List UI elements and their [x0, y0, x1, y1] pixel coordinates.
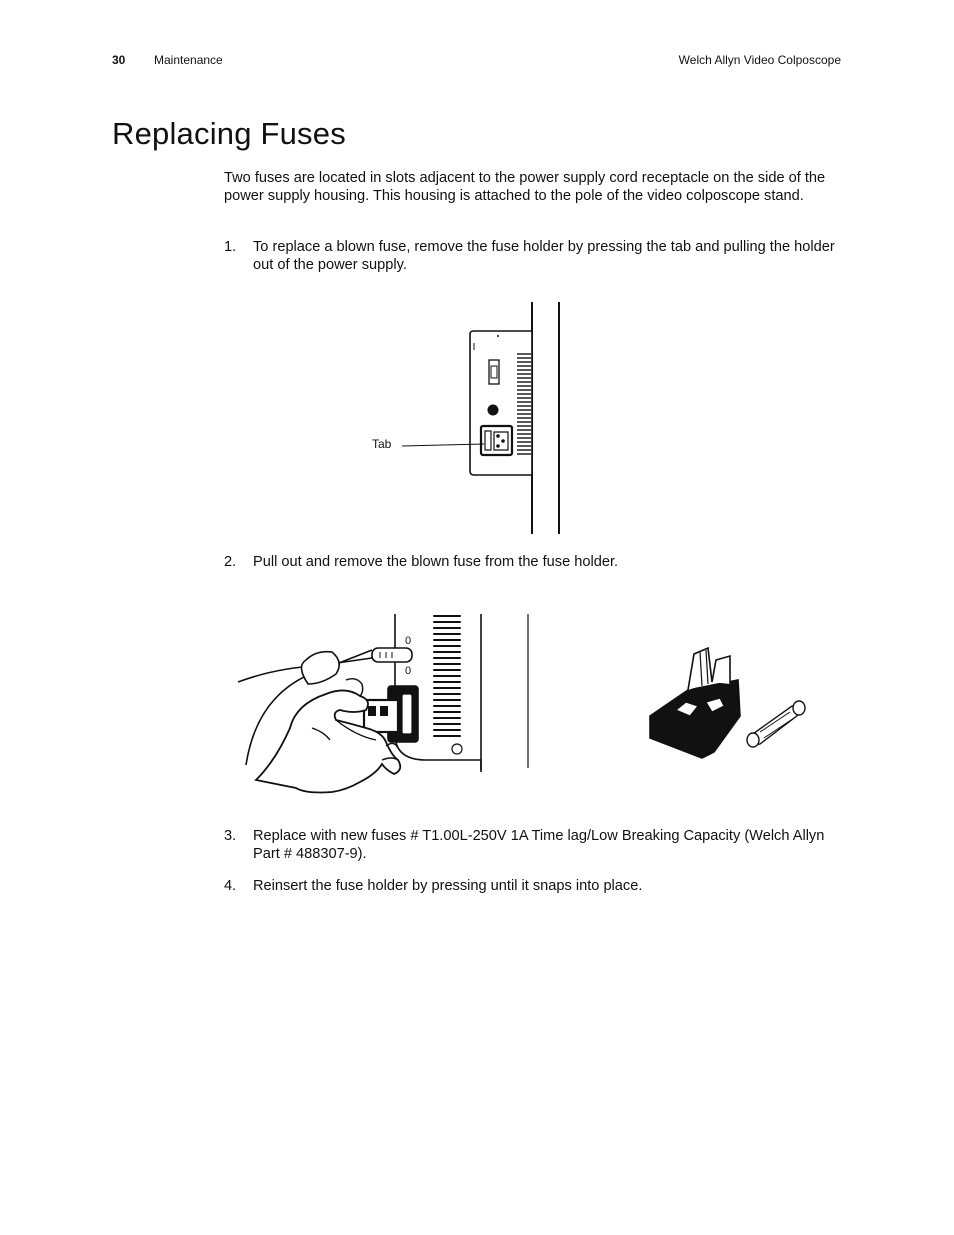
- step-2-text: Pull out and remove the blown fuse from the fuse holder.: [253, 554, 619, 570]
- step-1-number: 1.: [224, 239, 237, 255]
- indicator-light: [488, 405, 499, 416]
- figure-fuse-holder-and-fuse: [640, 640, 815, 765]
- step-1: [224, 238, 844, 274]
- document-title: Welch Allyn Video Colposcope: [678, 53, 841, 67]
- tab-callout: Tab: [372, 437, 392, 451]
- section-name: Maintenance: [154, 53, 223, 67]
- switch-mark-bottom: 0: [405, 665, 412, 677]
- figure-power-supply-housing: [360, 300, 580, 540]
- vent-grille: [434, 616, 460, 736]
- step-3: [224, 827, 844, 863]
- step-4: [224, 877, 844, 895]
- step-2-number: 2.: [224, 554, 237, 570]
- step-3-number: 3.: [224, 828, 237, 844]
- glass-fuse: [747, 701, 805, 747]
- step-3-text: Replace with new fuses # T1.00L-250V 1A Time lag/Low Breaking Capacity (Welch Allyn Part # 488307-9).: [253, 828, 825, 862]
- step-2: [224, 553, 844, 571]
- fuse-holder: [650, 680, 740, 758]
- switch-mark-top: 0: [405, 635, 412, 647]
- intro-paragraph: Two fuses are located in slots adjacent to the power supply cord receptacle on the side of the power supply housing. This housing is attached to the pole of the video colposcope stand.: [224, 170, 826, 204]
- page-number: 30: [112, 53, 126, 67]
- step-4-text: Reinsert the fuse holder by pressing until it snaps into place.: [253, 878, 643, 894]
- step-4-number: 4.: [224, 878, 237, 894]
- step-1-text: To replace a blown fuse, remove the fuse holder by pressing the tab and pulling the holder out of the power supply.: [253, 239, 835, 273]
- page-title: Replacing Fuses: [112, 116, 346, 151]
- figure-removing-fuse-holder: [236, 610, 536, 800]
